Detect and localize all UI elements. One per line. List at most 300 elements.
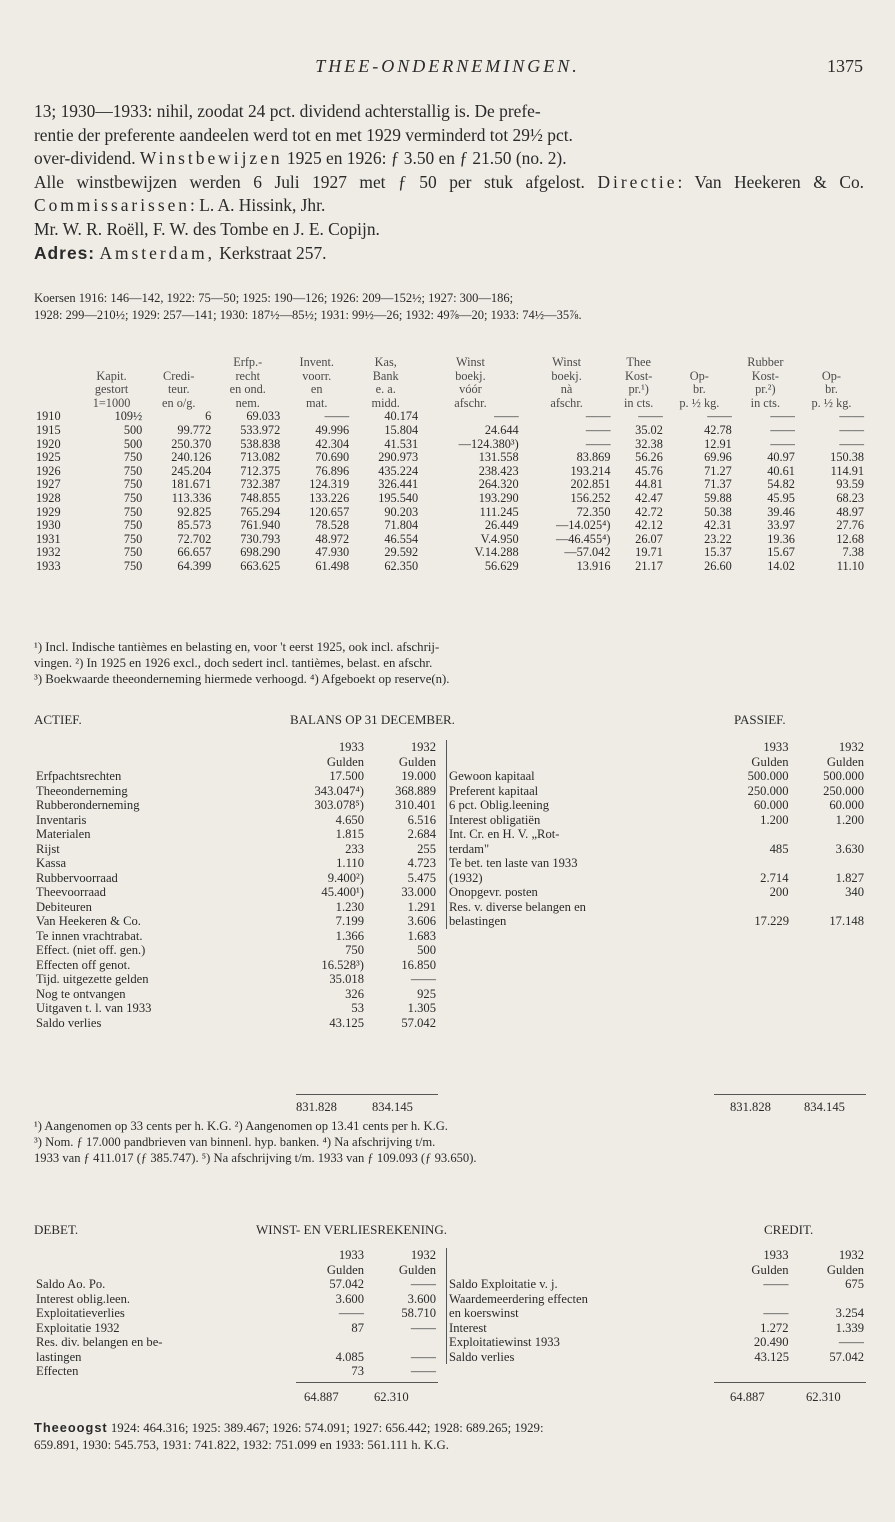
debet-table [34,1248,438,1379]
intro-line: : Van Heekeren & Co. [677,171,864,192]
ledger-label: Saldo Exploitatie v. j. [449,1277,558,1291]
footnote: ³) Boekwaarde theeonderneming hiermede verhoogd. ⁴) Afgeboekt op reserve(n). [34,671,450,686]
footnote: vingen. ²) In 1925 en 1926 excl., doch sedert incl. tantièmes, belast. en afschr. [34,655,433,670]
unit-header: Gulden [751,1262,789,1277]
table-cell: 54.82 [767,477,795,492]
column-header: mat. [305,395,328,410]
table-cell: 14.02 [767,558,795,573]
column-header [797,356,866,370]
table-row [34,560,866,574]
ledger-label: Onopgevr. posten [449,885,538,899]
ledger-row [34,1001,438,1016]
table-cell: 109½ [114,409,143,424]
table-cell: 326.441 [378,477,419,492]
table-cell: 49.996 [315,422,350,437]
ledger-row [447,1350,867,1365]
total-value: 834.145 [804,1100,845,1114]
ledger-value: —— [763,1306,789,1320]
intro-line: Alle winstbewijzen werden 6 Juli 1927 met ƒ 50 per stuk afgelost. [34,171,585,192]
ledger-value [791,900,866,915]
table-cell: 33.97 [767,518,795,533]
unit-header: Gulden [826,1262,864,1277]
column-header [144,356,213,370]
ledger-row [34,1016,438,1031]
table-cell: 42.31 [704,518,732,533]
column-header: Winst [456,355,485,369]
ledger-label: Interest [449,1320,487,1335]
ledger-value: 1.683 [407,928,436,943]
ledger-label: Materialen [36,827,91,841]
year-header: 1933 [763,740,789,754]
table-cell: 12.91 [704,436,732,451]
ledger-label: Int. Cr. en H. V. „Rot- [449,827,560,841]
column-header: Erfp.- [233,355,263,369]
table-cell: 46.554 [384,531,419,546]
table-cell: 732.387 [240,477,281,492]
column-header: teur. [168,382,190,397]
column-header: vóór [459,382,482,397]
unit-header: Gulden [751,754,789,769]
winstbewijzen-spaced: Winstbewijzen [139,148,283,169]
total-value: 62.310 [806,1390,841,1404]
ledger-value: 43.125 [329,1015,364,1030]
balance-title: BALANS OP 31 DECEMBER. [290,712,455,727]
share-prices [34,290,864,324]
ledger-label: 6 pct. Oblig.leening [449,798,550,812]
ledger-row [34,1292,438,1307]
table-cell: —— [638,409,663,424]
ledger-value: 303.078⁵) [314,798,364,812]
unit-header: Gulden [398,1262,436,1277]
ledger-row [447,813,867,828]
ledger-value: —— [838,1335,864,1349]
table-header-row [34,356,866,370]
ledger-label: Saldo verlies [449,1349,515,1364]
table-cell: —57.042 [564,545,611,560]
table-cell: 765.294 [240,504,281,519]
table-cell: 70.690 [315,450,350,465]
address-city: Amsterdam, [99,242,215,263]
table-cell: —— [770,436,795,451]
ledger-row [34,827,438,842]
ledger-row [34,1350,438,1365]
tea-harvest-footer [34,1420,866,1453]
table-cell: 113.336 [171,490,212,505]
ledger-value: 925 [417,986,436,1001]
ledger-row [34,1277,438,1292]
table-cell: 69.96 [704,450,732,465]
column-header: Kost- [751,368,780,383]
table-cell: 181.671 [171,477,212,492]
ledger-row [34,769,438,784]
ledger-value: 255 [417,841,436,856]
table-row [34,519,866,533]
ledger-value: 1.339 [835,1320,864,1335]
table-cell: 111.245 [479,504,519,519]
table-cell: 114.91 [830,463,864,478]
table-cell: 730.793 [240,531,281,546]
ledger-value: 20.490 [753,1335,789,1349]
ledger-label: Interest oblig.leen. [36,1291,131,1306]
table-cell: 750 [123,545,143,560]
table-cell: 83.869 [576,450,611,465]
ledger-row [447,1277,867,1292]
ledger-value: —— [410,1364,436,1378]
table-row [34,478,866,492]
table-cell: —— [324,409,350,424]
ledger-value: 60.000 [753,798,789,812]
ledger-value: —— [410,1320,436,1335]
total-rule [714,1094,866,1095]
table-cell: 76.896 [315,463,350,478]
ledger-value: 1.291 [407,899,436,914]
table-cell: 133.226 [309,490,350,505]
table-cell: 40.97 [767,450,795,465]
ledger-label: Te innen vrachtrabat. [36,928,143,943]
ledger-row [447,827,867,842]
column-header: midd. [371,395,400,410]
footnote: 1933 van ƒ 411.017 (ƒ 385.747). ⁵) Na afschrijving t/m. 1933 van ƒ 109.093 (ƒ 93.650). [34,1151,477,1165]
ledger-value: 19.000 [401,769,436,783]
ledger-value: 60.000 [829,798,864,812]
ledger-label: Effecten off genot. [36,957,131,972]
column-header: Winst [552,355,582,369]
share-prices-line: 1928: 299—210½; 1929: 257—141; 1930: 187½—85½; 1931: 99½—26; 1932: 49⅞—20; 1933: 74½—35⅞. [34,308,582,322]
ledger-row [34,972,438,987]
row-year: 1930 [36,518,61,533]
table-cell: 156.252 [570,490,611,505]
ledger-value: 1.200 [835,812,864,827]
column-header: p. ½ kg. [811,395,852,410]
table-cell: —— [707,409,732,424]
ledger-value [712,856,791,871]
intro-line: 13; 1930—1933: nihil, zoodat 24 pct. dividend achterstallig is. De prefe- [34,101,541,121]
ledger-value: 9.400²) [327,870,364,885]
table-cell: 42.47 [635,490,663,505]
ledger-label: Kassa [36,856,67,870]
ledger-value: 310.401 [395,798,436,812]
ledger-value: 4.085 [335,1349,364,1364]
column-header: recht [235,368,261,383]
actief-title: ACTIEF. [34,712,82,727]
ledger-label: Theeonderneming [36,783,128,798]
total-value: 64.887 [304,1390,339,1404]
ledger-value: 343.047⁴) [314,783,364,798]
ledger-value: 485 [769,841,789,856]
table-cell: 761.940 [240,518,281,533]
column-header: Invent. [299,355,334,369]
ledger-value: 3.600 [335,1291,364,1306]
ledger-value: 87 [351,1320,364,1335]
column-header [34,356,79,370]
ledger-value: 750 [345,943,364,957]
table-cell: 245.204 [171,463,212,478]
ledger-label: terdam" [449,841,490,856]
table-cell: 748.855 [240,490,281,505]
ledger-value: 17.500 [329,769,364,783]
table-cell: 71.37 [704,477,732,492]
table-cell: —— [839,436,864,451]
table-cell: 12.68 [836,531,864,546]
table-cell: 24.644 [484,422,519,437]
table-cell: 45.76 [635,463,663,478]
ledger-label: Saldo Ao. Po. [36,1277,106,1291]
ledger-label: Res. v. diverse belangen en [449,899,586,914]
passief-title: PASSIEF. [734,712,786,727]
total-rule [714,1382,866,1383]
column-header: in cts. [623,395,654,410]
ledger-label: Effecten [36,1364,79,1378]
intro-line: : L. A. Hissink, Jhr. [190,195,326,216]
table-cell: 27.76 [836,518,864,533]
table-cell: 11.10 [836,558,864,573]
table-cell: 29.592 [384,545,419,560]
column-header: br. [825,382,838,397]
table-cell: 66.657 [177,545,212,560]
ledger-value: 1.366 [335,928,364,943]
unit-header: Gulden [326,1262,364,1277]
ledger-row [447,1321,867,1336]
ledger-value: 6.516 [407,812,436,827]
unit-header: Gulden [398,754,436,769]
ledger-value [294,1335,366,1350]
column-header: pr.²) [755,382,776,397]
intro-line: Mr. W. R. Roëll, F. W. des Tombe en J. E. Copijn. [34,218,380,239]
column-header [79,356,144,370]
ledger-row [447,784,867,799]
year-header: 1932 [838,740,864,754]
ledger-value: 57.042 [329,1277,364,1291]
ledger-value [712,827,791,842]
ledger-row [447,842,867,857]
table-cell: 19.71 [635,545,663,560]
ledger-label: Uitgaven t. l. van 1933 [36,1001,152,1015]
ledger-value: 3.606 [407,914,436,928]
ledger-value: —— [410,1277,436,1291]
column-header: Bank [372,368,399,383]
table-cell: 40.174 [384,409,419,424]
footnote: ¹) Aangenomen op 33 cents per h. K.G. ²) Aangenomen op 13.41 cents per h. K.G. [34,1119,448,1133]
table-cell: 124.319 [309,477,350,492]
ledger-value: 250.000 [747,783,789,798]
table-cell: 62.350 [384,558,419,573]
table-cell: 71.27 [704,463,732,478]
ledger-value: 4.650 [335,812,364,827]
column-header: boekj. [551,368,582,383]
debet-title: DEBET. [34,1222,79,1237]
ledger-row [447,871,867,886]
ledger-row [34,1364,438,1379]
ledger-value: 3.630 [835,841,864,856]
column-header: boekj. [455,368,486,383]
ledger-value: 1.827 [835,870,864,885]
ledger-label: en koerswinst [449,1306,519,1320]
year-header: 1932 [410,740,436,754]
ledger-row [447,885,867,900]
row-year: 1932 [36,545,61,560]
directie-spaced: Directie [597,171,678,192]
table-row [34,533,866,547]
table-cell: 713.082 [240,450,281,465]
column-header: en [310,382,323,397]
running-title: THEE-ONDERNEMINGEN. [315,56,580,76]
table-cell: 50.38 [704,504,732,519]
table-cell: 69.033 [246,409,281,424]
table-cell: 13.916 [576,558,611,573]
column-header: Kas, [374,355,397,369]
table-cell: 85.573 [177,518,212,533]
table-row [34,410,866,424]
ledger-value: 73 [351,1364,364,1378]
table-footnotes [34,640,866,687]
table-cell: 26.60 [704,558,732,573]
table-cell: 7.38 [842,545,864,560]
ledger-value: 1.200 [760,812,789,827]
ledger-label: Inventaris [36,812,87,827]
column-header: Op- [821,368,842,383]
total-value: 62.310 [374,1390,409,1404]
column-header [34,383,79,397]
footnote: ³) Nom. ƒ 17.000 pandbrieven van binnenl. hyp. banken. ⁴) Na afschrijving t/m. [34,1135,436,1149]
ledger-row [34,929,438,944]
table-cell: 120.657 [309,504,350,519]
ledger-value: 53 [351,1001,364,1015]
table-cell: 15.67 [767,545,795,560]
table-cell: 240.126 [171,450,212,465]
ledger-value: 17.148 [829,914,864,928]
harvest-text: 659.891, 1930: 545.753, 1931: 741.822, 1932: 751.099 en 1933: 561.111 h. K.G. [34,1437,449,1452]
row-year: 1929 [36,504,61,519]
table-cell: —124.380³) [458,436,519,451]
column-header [34,397,79,411]
ledger-value: 1.272 [760,1320,789,1335]
ledger-label: Exploitatieverlies [36,1306,125,1320]
table-cell: 195.540 [378,490,419,505]
ledger-value: 33.000 [401,885,436,899]
footnote: ¹) Incl. Indische tantièmes en belasting en, voor 't eerst 1925, ook incl. afschrij- [34,640,440,654]
table-cell: 15.37 [704,545,732,560]
financial-table [34,356,866,574]
total-value: 834.145 [372,1100,413,1114]
table-cell: 663.625 [240,558,281,573]
table-cell: 40.61 [767,463,795,478]
column-header: voorr. [302,368,332,383]
table-cell: 41.531 [384,436,419,451]
table-cell: —— [585,409,611,424]
ledger-label: Debiteuren [36,899,92,914]
ledger-row [447,900,867,915]
table-cell: 42.12 [635,518,663,533]
passief-table [446,740,866,929]
table-cell: 15.804 [384,422,419,437]
balance-heading [34,712,866,730]
column-header: afschr. [550,395,583,410]
table-cell: 193.290 [478,490,519,505]
table-cell: 750 [123,463,143,478]
table-cell: 32.38 [635,436,663,451]
table-cell: 39.46 [767,504,795,519]
column-header [34,370,79,384]
ledger-row [447,1335,867,1350]
total-value: 831.828 [730,1100,771,1114]
table-cell: —— [770,422,795,437]
ledger-value: 45.400¹) [321,885,364,899]
ledger-value: 57.042 [829,1349,864,1364]
ledger-label: Preferent kapitaal [449,783,539,798]
ledger-value: 1.305 [407,1001,436,1015]
total-rule [296,1382,438,1383]
column-header: en ond. [229,382,266,397]
harvest-text: 1924: 464.316; 1925: 389.467; 1926: 574.091; 1927: 656.442; 1928: 689.265; 1929: [107,1421,544,1435]
ledger-label: Exploitatiewinst 1933 [449,1335,560,1349]
table-cell: 44.81 [635,477,663,492]
ledger-label: Erfpachtsrechten [36,769,122,783]
table-cell: 435.224 [378,463,419,478]
address-street: Kerkstraat 257. [214,242,327,263]
ledger-value: 675 [845,1277,864,1291]
ledger-value: 1.110 [336,856,364,870]
column-header: gestort [94,382,129,397]
ledger-label: belastingen [449,914,507,928]
ledger-value: 7.199 [335,914,364,928]
total-value: 831.828 [296,1100,337,1114]
table-cell: 264.320 [478,477,519,492]
table-cell: 6 [205,409,212,424]
ledger-label: Te bet. ten laste van 1933 [449,856,578,870]
year-header: 1932 [410,1248,436,1262]
year-header: 1933 [763,1248,789,1262]
intro-line: over-dividend. [34,148,136,169]
table-cell: 45.95 [767,490,795,505]
column-header: in cts. [750,395,781,410]
column-header: br. [693,382,706,397]
table-cell: 131.558 [478,450,519,465]
ledger-value: 57.042 [401,1015,436,1030]
ledger-value: 200 [769,885,789,899]
year-header: 1933 [338,1248,364,1262]
column-header: p. ½ kg. [679,395,720,410]
table-cell: 750 [123,504,143,519]
credit-title: CREDIT. [764,1222,814,1237]
table-cell: 23.22 [704,531,732,546]
ledger-value: 3.600 [407,1291,436,1306]
ledger-row [34,1335,438,1350]
ledger-label: (1932) [449,870,483,885]
ledger-label: Interest obligatiën [449,812,541,827]
ledger-label: Van Heekeren & Co. [36,914,141,928]
table-cell: 26.07 [635,531,663,546]
table-cell: —— [585,422,611,437]
row-year: 1933 [36,558,61,573]
ledger-value [791,827,866,842]
ledger-value: 58.710 [401,1306,436,1320]
column-header: Credi- [163,368,195,383]
ledger-value: 4.723 [407,856,436,870]
ledger-value [712,900,791,915]
table-cell: 500 [123,436,143,451]
row-year: 1920 [36,436,61,451]
table-cell: 750 [123,518,143,533]
table-cell: 250.370 [171,436,212,451]
harvest-label: Theeoogst [34,1420,108,1435]
table-header-row [34,383,866,397]
intro-paragraph [34,100,864,265]
year-header: 1933 [338,740,364,754]
table-row [34,492,866,506]
ledger-label: Rubbervoorraad [36,870,118,885]
ledger-value: 340 [845,885,864,899]
share-prices-line: Koersen 1916: 146—142, 1922: 75—50; 1925: 190—126; 1926: 209—152½; 1927: 300—186; [34,291,514,305]
